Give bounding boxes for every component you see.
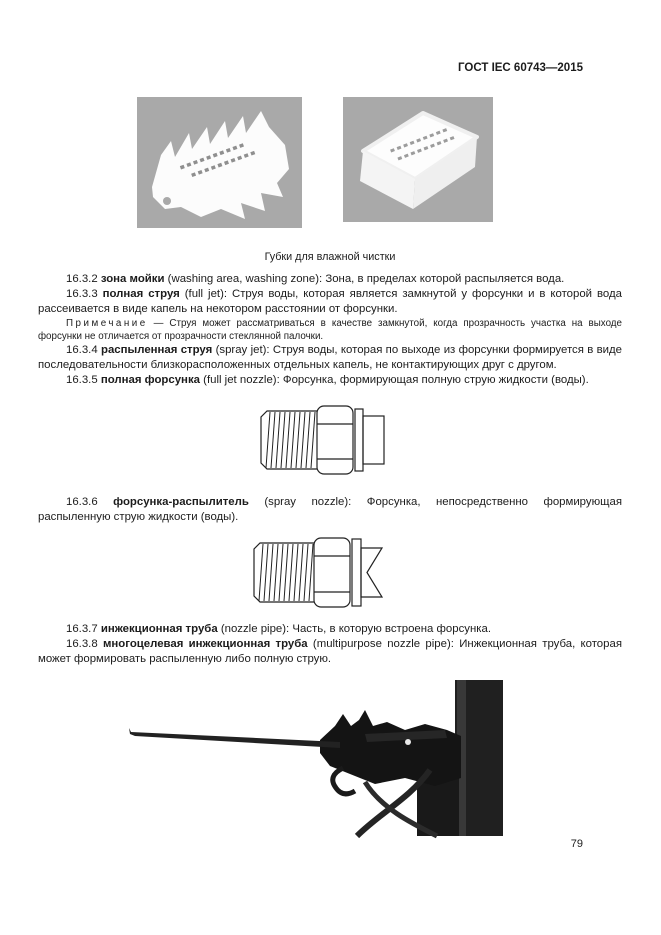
definition-16-3-6 — [38, 495, 622, 525]
figure-caption: Губки для влажной чистки — [264, 251, 396, 263]
definitions-block-2 — [38, 495, 622, 525]
definition-text: (full jet): Струя воды, которая является замкнутой у форсунки и в которой вода рассеивается в виде капель на некотором расстоянии от форсунки. — [38, 288, 622, 315]
note-label: Примечание — [66, 318, 148, 329]
sponge-serrated-image — [137, 97, 302, 228]
definition-16-3-8 — [38, 637, 622, 667]
document-header: ГОСТ IEC 60743—2015 — [458, 62, 583, 74]
term: инжекционная труба — [100, 623, 218, 635]
nozzle-pipe-photo — [125, 678, 505, 845]
spray-nozzle-image — [248, 535, 384, 610]
sponge-block-image — [343, 97, 493, 222]
term: полная струя — [102, 288, 180, 300]
term: распыленная струя — [101, 344, 213, 356]
note-paragraph — [38, 317, 622, 343]
clause-number: 16.3.7 — [66, 623, 98, 635]
term: многоцелевая инжекционная труба — [102, 638, 308, 650]
definition-16-3-4 — [38, 343, 622, 373]
full-jet-nozzle-image — [255, 403, 385, 477]
nozzle-pipe-image — [125, 678, 505, 840]
definition-text: (full jet nozzle): Форсунка, формирующая полную струю жидкости (воды). — [203, 374, 589, 386]
clause-number: 16.3.5 — [66, 374, 98, 386]
clause-number: 16.3.6 — [66, 496, 98, 508]
definition-text: (spray nozzle): Форсунка, непосредственно формирующая распыленную струю жидкости (воды). — [38, 496, 623, 523]
term: форсунка-распылитель — [113, 496, 249, 508]
clause-number: 16.3.8 — [66, 638, 98, 650]
full-jet-nozzle-drawing — [255, 403, 385, 482]
definition-16-3-2 — [38, 272, 622, 287]
definition-text: (washing area, washing zone): Зона, в пределах которой распыляется вода. — [167, 273, 565, 285]
definition-text: (spray jet): Струя воды, которая по выходе из форсунки формируется в виде последовательности близкорасположенных отдельных капель, не контактирующих друг с другом. — [38, 344, 622, 371]
definition-text: (nozzle pipe): Часть, в которую встроена форсунка. — [220, 623, 492, 635]
spray-nozzle-drawing — [248, 535, 384, 615]
clause-number: 16.3.4 — [66, 344, 98, 356]
definition-16-3-5 — [38, 373, 622, 388]
clause-number: 16.3.3 — [66, 288, 98, 300]
clause-number: 16.3.2 — [66, 273, 98, 285]
note-text: — Струя может рассматриваться в качестве замкнутой, когда прозрачность участка на выходе форсунки не отличается от прозрачности стеклянной палочки. — [38, 318, 622, 342]
definition-text: (multipurpose nozzle pipe): Инжекционная труба, которая может формировать распыленную либо полную струю. — [38, 638, 622, 665]
definitions-block-1 — [38, 272, 622, 388]
sponge-photo-serrated — [137, 97, 302, 228]
definition-16-3-3 — [38, 287, 622, 317]
sponge-photo-block — [343, 97, 493, 222]
page-number: 79 — [570, 838, 583, 850]
term: полная форсунка — [100, 374, 200, 386]
definitions-block-3 — [38, 622, 622, 667]
term: зона мойки — [100, 273, 165, 285]
definition-16-3-7 — [38, 622, 622, 637]
